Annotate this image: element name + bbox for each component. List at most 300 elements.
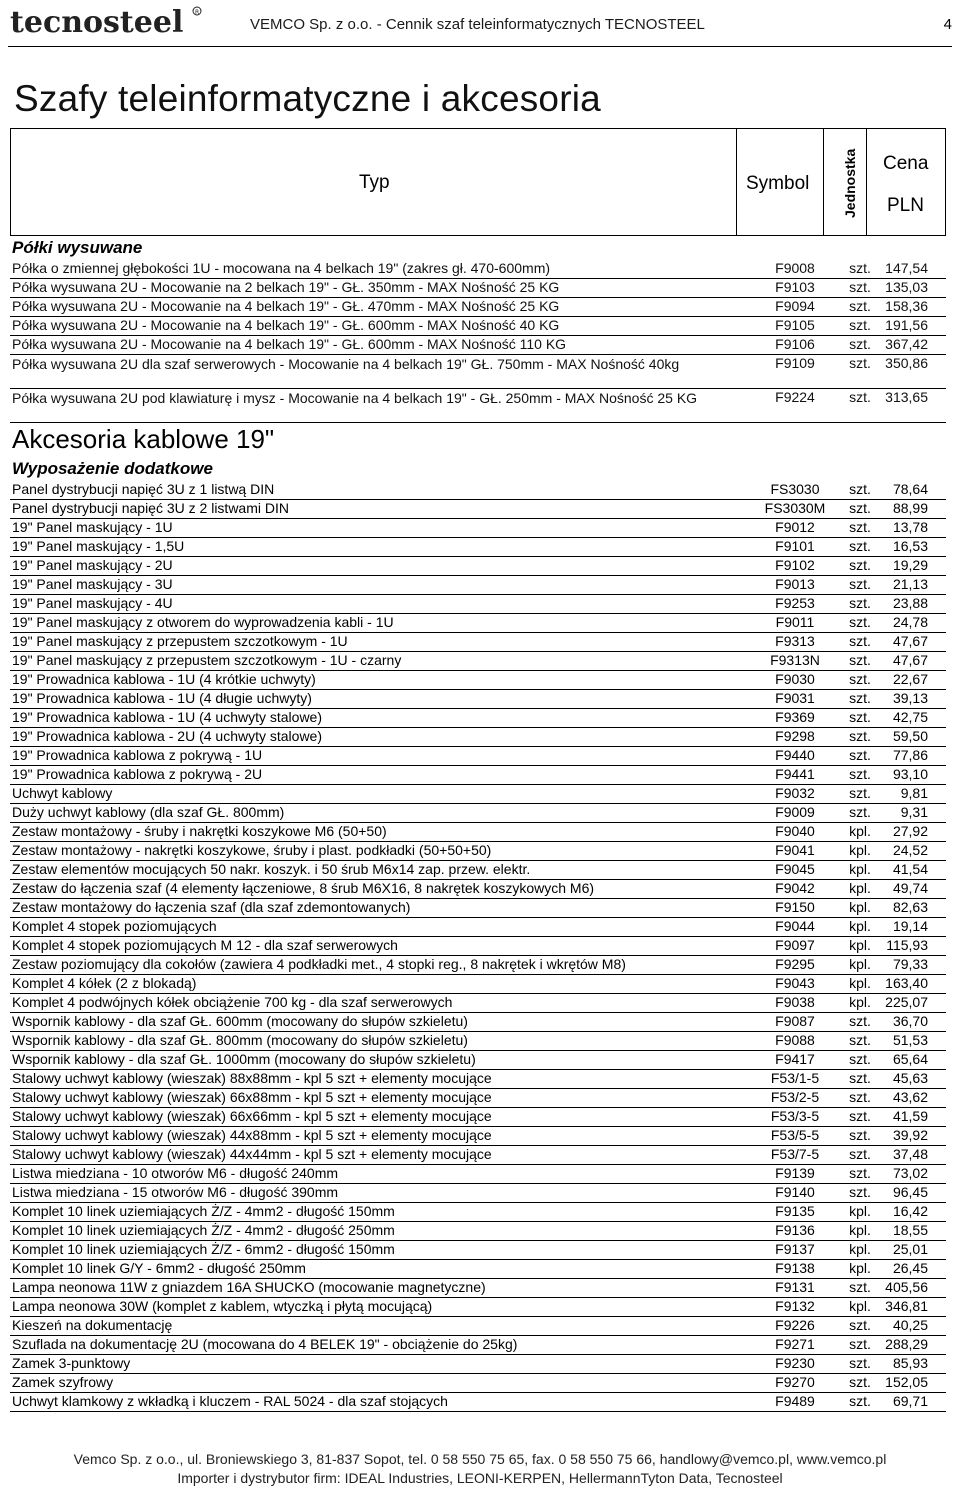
item-symbol: F9230	[775, 1355, 815, 1371]
item-price: 73,02	[892, 1165, 928, 1181]
item-price: 51,53	[892, 1032, 928, 1048]
item-name: Panel dystrybucji napięć 3U z 1 listwą DIN	[12, 481, 275, 497]
item-price: 135,03	[885, 279, 928, 295]
footer-contact: Vemco Sp. z o.o., ul. Broniewskiego 3, 81-837 Sopot, tel. 0 58 550 75 65, fax. 0 58 550 75 66, handlowy@vemco.pl, www.vemco.pl	[73, 1451, 887, 1467]
item-price: 288,29	[885, 1336, 928, 1352]
item-name: Zamek szyfrowy	[12, 1374, 114, 1390]
item-name: Komplet 10 linek uziemiających Ż/Z - 4mm2 - długość 150mm	[12, 1203, 395, 1219]
item-symbol: F9417	[775, 1051, 815, 1067]
item-name: Stalowy uchwyt kablowy (wieszak) 44x88mm - kpl 5 szt + elementy mocujące	[12, 1127, 492, 1143]
table-row	[10, 899, 946, 918]
table-row	[10, 557, 946, 576]
item-symbol: F9097	[775, 937, 815, 953]
item-price: 9,31	[900, 804, 928, 820]
table-row	[10, 918, 946, 937]
item-price: 22,67	[892, 671, 928, 687]
item-price: 147,54	[885, 260, 928, 276]
item-symbol: F9440	[775, 747, 815, 763]
item-price: 16,53	[892, 538, 928, 554]
item-symbol: F9045	[775, 861, 815, 877]
table-row	[10, 1089, 946, 1108]
item-unit: szt.	[849, 747, 871, 763]
item-name: 19" Prowadnica kablowa - 1U (4 krótkie uchwyty)	[12, 671, 316, 687]
item-name: Półka wysuwana 2U - Mocowanie na 4 belkach 19" - GŁ. 600mm - MAX Nośność 110 KG	[12, 336, 567, 352]
item-unit: szt.	[849, 1070, 871, 1086]
item-symbol: F9101	[775, 538, 815, 554]
item-name: Stalowy uchwyt kablowy (wieszak) 88x88mm - kpl 5 szt + elementy mocujące	[12, 1070, 492, 1086]
item-unit: szt.	[849, 766, 871, 782]
item-price: 78,64	[892, 481, 928, 497]
table-row	[10, 279, 946, 298]
item-price: 152,05	[885, 1374, 928, 1390]
item-unit: kpl.	[849, 842, 871, 858]
item-name: Zestaw montażowy - nakrętki koszykowe, śruby i plast. podkładki (50+50+50)	[12, 842, 492, 858]
item-price: 13,78	[892, 519, 928, 535]
item-name: Stalowy uchwyt kablowy (wieszak) 66x66mm - kpl 5 szt + elementy mocujące	[12, 1108, 492, 1124]
item-symbol: F9032	[775, 785, 815, 801]
item-name: Półka wysuwana 2U pod klawiaturę i mysz - Mocowanie na 4 belkach 19" - GŁ. 250mm - MAX Nośność 25 KG	[12, 390, 698, 406]
table-row	[10, 690, 946, 709]
item-price: 59,50	[892, 728, 928, 744]
item-price: 367,42	[885, 336, 928, 352]
item-price: 25,01	[892, 1241, 928, 1257]
item-name: 19" Panel maskujący - 1U	[12, 519, 173, 535]
table-row	[10, 1336, 946, 1355]
item-symbol: F9031	[775, 690, 815, 706]
item-unit: szt.	[849, 728, 871, 744]
item-price: 191,56	[885, 317, 928, 333]
item-symbol: F53/7-5	[770, 1146, 820, 1162]
item-name: 19" Prowadnica kablowa - 2U (4 uchwyty stalowe)	[12, 728, 322, 744]
table-row	[10, 785, 946, 804]
item-unit: szt.	[849, 557, 871, 573]
item-price: 85,93	[892, 1355, 928, 1371]
item-unit: kpl.	[849, 937, 871, 953]
table-row	[10, 1222, 946, 1241]
item-unit: szt.	[849, 595, 871, 611]
item-name: Uchwyt klamkowy z wkładką i kluczem - RAL 5024 - dla szaf stojących	[12, 1393, 448, 1409]
item-price: 82,63	[892, 899, 928, 915]
item-symbol: F9138	[775, 1260, 815, 1276]
item-unit: szt.	[849, 804, 871, 820]
item-name: Zestaw do łączenia szaf (4 elementy łączeniowe, 8 śrub M6X16, 8 nakrętek koszykowych M6)	[12, 880, 595, 896]
item-name: Stalowy uchwyt kablowy (wieszak) 66x88mm - kpl 5 szt + elementy mocujące	[12, 1089, 492, 1105]
item-symbol: F9042	[775, 880, 815, 896]
item-price: 24,78	[892, 614, 928, 630]
table-row	[10, 355, 946, 389]
item-symbol: F9139	[775, 1165, 815, 1181]
item-unit: szt.	[849, 298, 871, 314]
item-price: 43,62	[892, 1089, 928, 1105]
item-name: 19" Panel maskujący - 4U	[12, 595, 173, 611]
item-unit: szt.	[849, 389, 871, 405]
item-name: Komplet 4 stopek poziomujących	[12, 918, 217, 934]
item-unit: kpl.	[849, 994, 871, 1010]
item-symbol: F9043	[775, 975, 815, 991]
item-symbol: F9013	[775, 576, 815, 592]
item-name: Półka wysuwana 2U - Mocowanie na 4 belkach 19" - GŁ. 470mm - MAX Nośność 25 KG	[12, 298, 560, 314]
item-name: Zestaw montażowy - śruby i nakrętki koszykowe M6 (50+50)	[12, 823, 387, 839]
item-unit: szt.	[849, 260, 871, 276]
item-unit: szt.	[849, 1336, 871, 1352]
item-name: Komplet 10 linek uziemiających Ż/Z - 4mm2 - długość 250mm	[12, 1222, 395, 1238]
item-name: 19" Panel maskujący - 2U	[12, 557, 173, 573]
item-name: 19" Panel maskujący z otworem do wyprowadzenia kabli - 1U	[12, 614, 394, 630]
item-unit: szt.	[849, 519, 871, 535]
item-price: 18,55	[892, 1222, 928, 1238]
item-unit: szt.	[849, 1051, 871, 1067]
item-price: 313,65	[885, 389, 928, 405]
table-row	[10, 481, 946, 500]
item-unit: szt.	[849, 652, 871, 668]
item-unit: szt.	[849, 1013, 871, 1029]
item-price: 77,86	[892, 747, 928, 763]
table-row	[10, 1393, 946, 1412]
item-unit: szt.	[849, 576, 871, 592]
item-unit: kpl.	[849, 1241, 871, 1257]
item-name: Lampa neonowa 11W z gniazdem 16A SHUCKO (mocowanie magnetyczne)	[12, 1279, 486, 1295]
item-price: 47,67	[892, 633, 928, 649]
item-name: Półka wysuwana 2U - Mocowanie na 4 belkach 19" - GŁ. 600mm - MAX Nośność 40 KG	[12, 317, 560, 333]
table-row	[10, 389, 946, 423]
table-row	[10, 994, 946, 1013]
item-unit: szt.	[849, 1279, 871, 1295]
item-symbol: F9012	[775, 519, 815, 535]
item-price: 26,45	[892, 1260, 928, 1276]
section-title-akcesoria: Akcesoria kablowe 19"	[12, 424, 275, 454]
item-symbol: F9226	[775, 1317, 815, 1333]
item-price: 158,36	[885, 298, 928, 314]
section-title-wyposazenie: Wyposażenie dodatkowe	[12, 459, 213, 478]
page-number: 4	[943, 16, 952, 33]
item-unit: kpl.	[849, 1298, 871, 1314]
item-unit: szt.	[849, 1127, 871, 1143]
item-name: Komplet 4 podwójnych kółek obciążenie 700 kg - dla szaf serwerowych	[12, 994, 453, 1010]
item-symbol: F9137	[775, 1241, 815, 1257]
table-row	[10, 538, 946, 557]
header-divider	[8, 46, 952, 47]
table-row	[10, 1013, 946, 1032]
table-row	[10, 861, 946, 880]
item-name: 19" Prowadnica kablowa - 1U (4 długie uchwyty)	[12, 690, 312, 706]
table-row	[10, 1070, 946, 1089]
table-row	[10, 1279, 946, 1298]
item-unit: szt.	[849, 1317, 871, 1333]
item-name: Wspornik kablowy - dla szaf GŁ. 600mm (mocowany do słupów szkieletu)	[12, 1013, 468, 1029]
item-symbol: F9489	[775, 1393, 815, 1409]
table-row	[10, 576, 946, 595]
item-unit: kpl.	[849, 918, 871, 934]
item-name: Półka wysuwana 2U dla szaf serwerowych - Mocowanie na 4 belkach 19" GŁ. 750mm - MAX Nośność 40kg	[12, 356, 680, 372]
item-price: 93,10	[892, 766, 928, 782]
item-unit: szt.	[849, 1089, 871, 1105]
table-row	[10, 937, 946, 956]
item-price: 96,45	[892, 1184, 928, 1200]
table-row	[10, 652, 946, 671]
item-unit: kpl.	[849, 823, 871, 839]
item-price: 27,92	[892, 823, 928, 839]
item-name: Zestaw poziomujący dla cokołów (zawiera 4 podkładki met., 4 stopki reg., 8 nakrętek i wkrętów M8)	[12, 956, 626, 972]
header-title: VEMCO Sp. z o.o. - Cennik szaf teleinformatycznych TECNOSTEEL	[250, 16, 705, 33]
item-price: 39,13	[892, 690, 928, 706]
item-price: 65,64	[892, 1051, 928, 1067]
col-typ: Typ	[359, 172, 390, 193]
table-row	[10, 1203, 946, 1222]
item-symbol: F9041	[775, 842, 815, 858]
item-name: 19" Prowadnica kablowa z pokrywą - 2U	[12, 766, 263, 782]
item-name: Komplet 4 kółek (2 z blokadą)	[12, 975, 197, 991]
item-unit: szt.	[849, 500, 871, 516]
item-unit: szt.	[849, 1393, 871, 1409]
item-name: Półka o zmiennej głębokości 1U - mocowana na 4 belkach 19" (zakres gł. 470-600mm)	[12, 260, 551, 276]
col-divider	[736, 129, 737, 235]
item-unit: szt.	[849, 336, 871, 352]
item-symbol: F9369	[775, 709, 815, 725]
item-symbol: F9103	[775, 279, 815, 295]
item-price: 79,33	[892, 956, 928, 972]
item-unit: kpl.	[849, 861, 871, 877]
item-price: 69,71	[892, 1393, 928, 1409]
col-pln: PLN	[887, 195, 924, 216]
item-price: 16,42	[892, 1203, 928, 1219]
table-row	[10, 298, 946, 317]
col-symbol: Symbol	[746, 173, 810, 194]
item-symbol: F9313	[775, 633, 815, 649]
table-row	[10, 500, 946, 519]
item-unit: szt.	[849, 1165, 871, 1181]
item-name: 19" Prowadnica kablowa z pokrywą - 1U	[12, 747, 263, 763]
item-price: 350,86	[885, 355, 928, 371]
item-price: 21,13	[892, 576, 928, 592]
item-symbol: F9088	[775, 1032, 815, 1048]
item-price: 24,52	[892, 842, 928, 858]
item-name: Szuflada na dokumentację 2U (mocowana do 4 BELEK 19" - obciążenie do 25kg)	[12, 1336, 518, 1352]
table-row	[10, 766, 946, 785]
item-name: Lampa neonowa 30W (komplet z kablem, wtyczką i płytą mocującą)	[12, 1298, 433, 1314]
item-symbol: F9136	[775, 1222, 815, 1238]
footer-importer: Importer i dystrybutor firm: IDEAL Industries, LEONI-KERPEN, HellermannTyton Data, Tecnosteel	[177, 1470, 783, 1486]
item-name: 19" Panel maskujący z przepustem szczotkowym - 1U - czarny	[12, 652, 402, 668]
item-unit: szt.	[849, 709, 871, 725]
item-name: Wspornik kablowy - dla szaf GŁ. 1000mm (mocowany do słupów szkieletu)	[12, 1051, 476, 1067]
item-name: Zestaw elementów mocujących 50 nakr. koszyk. i 50 śrub M6x14 zap. przew. elektr.	[12, 861, 531, 877]
table-row	[10, 709, 946, 728]
item-symbol: F9140	[775, 1184, 815, 1200]
table-row	[10, 1051, 946, 1070]
table-row	[10, 1032, 946, 1051]
table-row	[10, 747, 946, 766]
item-name: 19" Prowadnica kablowa - 1U (4 uchwyty stalowe)	[12, 709, 322, 725]
item-symbol: F9044	[775, 918, 815, 934]
table-row	[10, 1165, 946, 1184]
item-price: 9,81	[900, 785, 928, 801]
table-row	[10, 956, 946, 975]
item-symbol: F9224	[775, 389, 815, 405]
table-row	[10, 1108, 946, 1127]
table-row	[10, 519, 946, 538]
item-name: Półka wysuwana 2U - Mocowanie na 2 belkach 19" - GŁ. 350mm - MAX Nośność 25 KG	[12, 279, 560, 295]
item-price: 225,07	[885, 994, 928, 1010]
item-unit: szt.	[849, 1146, 871, 1162]
col-divider	[823, 129, 824, 235]
table-row	[10, 595, 946, 614]
item-price: 19,14	[892, 918, 928, 934]
item-price: 40,25	[892, 1317, 928, 1333]
col-cena: Cena	[883, 153, 929, 174]
item-unit: szt.	[849, 1108, 871, 1124]
table-row	[10, 671, 946, 690]
item-name: Komplet 4 stopek poziomujących M 12 - dla szaf serwerowych	[12, 937, 398, 953]
item-name: Wspornik kablowy - dla szaf GŁ. 800mm (mocowany do słupów szkieletu)	[12, 1032, 468, 1048]
item-unit: kpl.	[849, 1203, 871, 1219]
item-symbol: F9094	[775, 298, 815, 314]
item-name: Duży uchwyt kablowy (dla szaf GŁ. 800mm)	[12, 804, 285, 820]
item-symbol: F9132	[775, 1298, 815, 1314]
table-row	[10, 317, 946, 336]
item-unit: kpl.	[849, 956, 871, 972]
item-symbol: F53/1-5	[770, 1070, 820, 1086]
item-symbol: F9109	[775, 355, 815, 371]
item-name: Kieszeń na dokumentację	[12, 1317, 173, 1333]
table-row	[10, 842, 946, 861]
table-row	[10, 823, 946, 842]
item-price: 36,70	[892, 1013, 928, 1029]
item-price: 405,56	[885, 1279, 928, 1295]
item-price: 346,81	[885, 1298, 928, 1314]
item-name: Komplet 10 linek uziemiających Ż/Z - 6mm2 - długość 150mm	[12, 1241, 395, 1257]
item-unit: szt.	[849, 1184, 871, 1200]
item-name: 19" Panel maskujący - 1,5U	[12, 538, 185, 554]
table-row	[10, 975, 946, 994]
item-symbol: FS3030	[770, 481, 820, 497]
item-symbol: F9106	[775, 336, 815, 352]
item-price: 19,29	[892, 557, 928, 573]
item-price: 39,92	[892, 1127, 928, 1143]
table-header	[10, 128, 946, 236]
item-name: Stalowy uchwyt kablowy (wieszak) 44x44mm - kpl 5 szt + elementy mocujące	[12, 1146, 492, 1162]
item-symbol: F9105	[775, 317, 815, 333]
item-unit: szt.	[849, 317, 871, 333]
item-name: Uchwyt kablowy	[12, 785, 113, 801]
item-price: 163,40	[885, 975, 928, 991]
table-row	[10, 880, 946, 899]
table-row	[10, 614, 946, 633]
col-jednostka: Jednostka	[842, 148, 858, 218]
item-symbol: F9313N	[770, 652, 820, 668]
item-name: 19" Panel maskujący z przepustem szczotkowym - 1U	[12, 633, 348, 649]
table-row	[10, 1355, 946, 1374]
item-symbol: F9030	[775, 671, 815, 687]
item-symbol: F9298	[775, 728, 815, 744]
logo-text: tecnosteel	[10, 5, 184, 38]
item-unit: szt.	[849, 690, 871, 706]
item-name: Zamek 3-punktowy	[12, 1355, 131, 1371]
item-unit: szt.	[849, 481, 871, 497]
item-name: Panel dystrybucji napięć 3U z 2 listwami DIN	[12, 500, 289, 516]
item-price: 88,99	[892, 500, 928, 516]
item-unit: szt.	[849, 1374, 871, 1390]
item-unit: kpl.	[849, 1222, 871, 1238]
item-unit: szt.	[849, 355, 871, 371]
table-row	[10, 1317, 946, 1336]
item-unit: szt.	[849, 538, 871, 554]
col-divider	[866, 129, 867, 235]
item-symbol: F9038	[775, 994, 815, 1010]
item-symbol: FS3030M	[764, 500, 826, 516]
table-row	[10, 1374, 946, 1393]
page-title: Szafy teleinformatyczne i akcesoria	[14, 78, 601, 119]
table-row	[10, 1260, 946, 1279]
table-row	[10, 1241, 946, 1260]
table-row	[10, 1184, 946, 1203]
item-unit: kpl.	[849, 1260, 871, 1276]
table-row	[10, 1127, 946, 1146]
item-symbol: F9295	[775, 956, 815, 972]
item-symbol: F9102	[775, 557, 815, 573]
item-unit: kpl.	[849, 880, 871, 896]
table-row	[10, 728, 946, 747]
item-symbol: F9008	[775, 260, 815, 276]
item-symbol: F9270	[775, 1374, 815, 1390]
table-row	[10, 260, 946, 279]
svg-text:R: R	[195, 9, 200, 16]
item-unit: szt.	[849, 1032, 871, 1048]
table-row	[10, 804, 946, 823]
item-symbol: F9150	[775, 899, 815, 915]
item-price: 49,74	[892, 880, 928, 896]
item-name: Komplet 10 linek G/Y - 6mm2 - długość 250mm	[12, 1260, 306, 1276]
item-price: 23,88	[892, 595, 928, 611]
item-symbol: F9040	[775, 823, 815, 839]
item-symbol: F9087	[775, 1013, 815, 1029]
item-name: Zestaw montażowy do łączenia szaf (dla szaf zdemontowanych)	[12, 899, 411, 915]
item-unit: szt.	[849, 633, 871, 649]
item-symbol: F9131	[775, 1279, 815, 1295]
tecnosteel-logo	[8, 2, 208, 38]
item-price: 45,63	[892, 1070, 928, 1086]
item-price: 42,75	[892, 709, 928, 725]
item-price: 37,48	[892, 1146, 928, 1162]
item-price: 115,93	[886, 937, 928, 953]
item-symbol: F9271	[775, 1336, 815, 1352]
item-symbol: F9441	[775, 766, 815, 782]
item-unit: kpl.	[849, 899, 871, 915]
item-symbol: F9253	[775, 595, 815, 611]
item-symbol: F53/5-5	[770, 1127, 820, 1143]
item-name: Listwa miedziana - 15 otworów M6 - długość 390mm	[12, 1184, 339, 1200]
item-symbol: F9135	[775, 1203, 815, 1219]
table-row	[10, 1298, 946, 1317]
item-unit: szt.	[849, 614, 871, 630]
item-unit: szt.	[849, 671, 871, 687]
item-price: 41,54	[892, 861, 928, 877]
item-name: 19" Panel maskujący - 3U	[12, 576, 173, 592]
item-unit: szt.	[849, 1355, 871, 1371]
table-row	[10, 633, 946, 652]
item-name: Listwa miedziana - 10 otworów M6 - długość 240mm	[12, 1165, 339, 1181]
item-symbol: F53/3-5	[770, 1108, 820, 1124]
item-unit: szt.	[849, 785, 871, 801]
item-symbol: F9009	[775, 804, 815, 820]
item-unit: kpl.	[849, 975, 871, 991]
item-symbol: F9011	[775, 614, 815, 630]
item-price: 41,59	[892, 1108, 928, 1124]
item-unit: szt.	[849, 279, 871, 295]
table-row	[10, 1146, 946, 1165]
item-symbol: F53/2-5	[770, 1089, 820, 1105]
section-title-polki: Półki wysuwane	[12, 238, 143, 257]
item-price: 47,67	[892, 652, 928, 668]
